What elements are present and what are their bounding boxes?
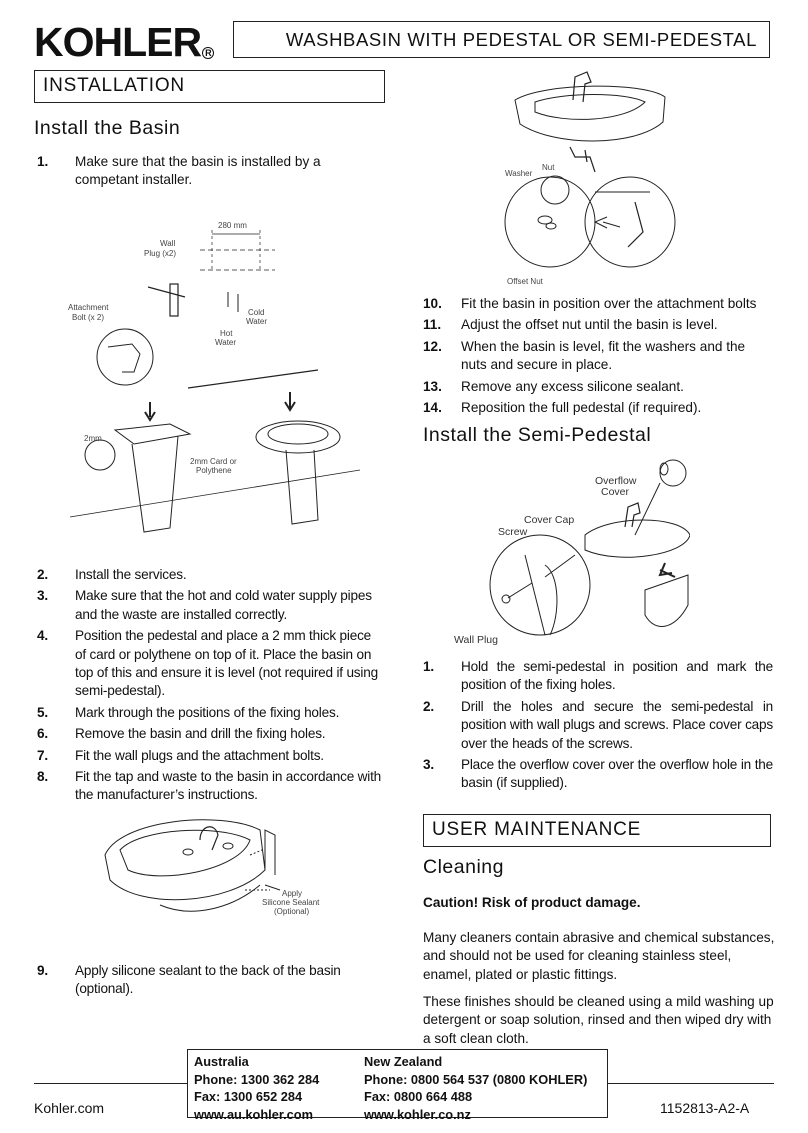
- document-title: WASHBASIN WITH PEDESTAL OR SEMI-PEDESTAL: [233, 21, 770, 58]
- fig1-bolt-2: Bolt (x 2): [72, 313, 105, 322]
- kohler-logo: [34, 20, 214, 75]
- registered-mark: R: [202, 47, 214, 59]
- au-country: Australia: [194, 1054, 249, 1069]
- basin-fixing-illustration: [495, 62, 685, 292]
- nz-country: New Zealand: [364, 1054, 443, 1069]
- step-item: [37, 768, 385, 805]
- au-phone: Phone: 1300 362 284: [194, 1071, 320, 1087]
- step-text: Hold the semi-pedestal in position and mark the position of the fixing holes.: [461, 659, 773, 693]
- step-number: 3.: [423, 757, 434, 773]
- footer-doc-code: 1152813-A2-A: [660, 1100, 750, 1116]
- semi-pedestal-illustration: [450, 455, 690, 650]
- nz-fax: Fax: 0800 664 488: [364, 1089, 473, 1104]
- caution-text: Caution! Risk of product damage.: [423, 895, 641, 910]
- brand-name: KOHLER: [34, 19, 202, 65]
- cleaning-para-1: Many cleaners contain abrasive and chemical substances, and should not be used for cleaning stainless steel, enamel, plated or plastic fittings.: [423, 930, 775, 982]
- fig1-dimension: 280 mm: [218, 221, 247, 230]
- step-item: [37, 747, 385, 765]
- step-number: 14.: [423, 400, 442, 416]
- step-item: [423, 698, 773, 753]
- step-text: Place the overflow cover over the overflow hole in the basin (if supplied).: [461, 757, 773, 791]
- step-text: When the basin is level, fit the washers and the nuts and secure in place.: [461, 338, 746, 373]
- fig4-wall-plug: Wall Plug: [454, 634, 498, 646]
- heading-install-basin: Install the Basin: [34, 117, 181, 139]
- fig1-hot-2: Water: [215, 338, 237, 347]
- step-text: Adjust the offset nut until the basin is level.: [461, 317, 718, 333]
- fig1-cold-2: Water: [246, 317, 268, 326]
- section-user-maintenance: USER MAINTENANCE: [423, 814, 771, 847]
- step-text: Fit the wall plugs and the attachment bolts.: [75, 747, 324, 763]
- fig1-gap: 2mm: [84, 434, 102, 443]
- step-text: Reposition the full pedestal (if required).: [461, 400, 702, 416]
- step-item: [423, 756, 773, 793]
- pedestal-install-illustration: [60, 212, 390, 542]
- nz-phone: Phone: 0800 564 537 (0800 KOHLER): [364, 1071, 588, 1087]
- step-text: Make sure that the hot and cold water supply pipes and the waste are installed correctly.: [75, 588, 372, 622]
- step-item: [37, 962, 397, 999]
- step-item: [37, 153, 385, 190]
- heading-install-semi-pedestal: Install the Semi-Pedestal: [423, 424, 652, 446]
- step-number: 8.: [37, 769, 48, 785]
- fig4-overflow-2: Cover: [601, 486, 630, 498]
- step-number: 4.: [37, 628, 48, 644]
- step-text: Make sure that the basin is installed by a competant installer.: [75, 154, 321, 188]
- contact-box: [187, 1049, 608, 1122]
- step-number: 3.: [37, 588, 48, 604]
- fig1-wall-plug-2: Plug (x2): [144, 249, 177, 258]
- step-number: 2.: [423, 698, 434, 714]
- step-item: [423, 658, 773, 695]
- step-item: [37, 587, 385, 624]
- fig3-offset-nut: Offset Nut: [507, 277, 543, 286]
- fig4-overflow-1: Overflow: [595, 475, 637, 487]
- fig3-washer: Washer: [505, 169, 533, 178]
- steps-b: [37, 566, 385, 808]
- step-text: Fit the tap and waste to the basin in accordance with the manufacturer’s instructions.: [75, 769, 382, 803]
- fig3-nut: Nut: [542, 163, 555, 172]
- silicone-sealant-illustration: [100, 810, 340, 950]
- fig2-apply-2: Silicone Sealant: [262, 898, 320, 907]
- step-number: 6.: [37, 726, 48, 742]
- step-number: 11.: [423, 317, 442, 333]
- cleaning-para-2: These finishes should be cleaned using a mild washing up detergent or soap solution, rinsed and then wiped dry with a soft clean cloth.: [423, 994, 774, 1046]
- section-installation: INSTALLATION: [34, 70, 385, 103]
- steps-d: [423, 295, 773, 420]
- fig4-cover-cap: Cover Cap: [524, 514, 575, 526]
- step-item: [423, 295, 773, 313]
- step-number: 10.: [423, 296, 442, 311]
- heading-cleaning: Cleaning: [423, 856, 504, 878]
- footer-website[interactable]: Kohler.com: [34, 1100, 105, 1116]
- au-web[interactable]: www.au.kohler.com: [194, 1106, 313, 1122]
- step-item: [423, 316, 773, 334]
- step-text: Position the pedestal and place a 2 mm thick piece of card or polythene on top of it. Place the basin on top of this and ensure it is level (not required if using semi-pedestal).: [75, 628, 378, 699]
- step-item: [423, 399, 773, 417]
- fig1-card-2: Polythene: [196, 466, 232, 475]
- step-text: Drill the holes and secure the semi-pedestal in position with wall plugs and screws. Place cover caps over the heads of the screws.: [461, 698, 773, 751]
- step-number: 7.: [37, 747, 48, 763]
- contact-new-zealand: [364, 1053, 587, 1123]
- fig1-wall-plug-1: Wall: [160, 239, 176, 248]
- steps-a: [37, 153, 385, 193]
- step-text: Install the services.: [75, 567, 187, 582]
- fig1-hot-1: Hot: [220, 329, 233, 338]
- steps-c: [37, 962, 397, 1002]
- fig1-cold-1: Cold: [248, 308, 265, 317]
- fig4-screw: Screw: [498, 526, 528, 538]
- step-number: 9.: [37, 963, 48, 978]
- step-number: 5.: [37, 704, 48, 720]
- step-text: Mark through the positions of the fixing holes.: [75, 704, 340, 720]
- step-item: [37, 704, 385, 722]
- au-fax: Fax: 1300 652 284: [194, 1089, 303, 1104]
- step-item: [423, 378, 773, 396]
- fig2-apply-3: (Optional): [274, 907, 310, 916]
- steps-e: [423, 658, 773, 796]
- step-text: Remove the basin and drill the fixing holes.: [75, 726, 326, 742]
- step-number: 1.: [37, 154, 49, 169]
- step-text: Fit the basin in position over the attachment bolts: [461, 296, 757, 311]
- contact-australia: [194, 1053, 319, 1123]
- nz-web[interactable]: www.kohler.co.nz: [364, 1106, 471, 1122]
- step-item: [37, 566, 385, 584]
- step-text: Apply silicone sealant to the back of the basin (optional).: [75, 963, 341, 997]
- step-number: 12.: [423, 338, 442, 354]
- step-number: 2.: [37, 567, 48, 582]
- step-item: [37, 627, 385, 701]
- step-item: [37, 725, 385, 743]
- step-text: Remove any excess silicone sealant.: [461, 378, 684, 394]
- fig1-bolt-1: Attachment: [68, 303, 109, 312]
- step-number: 13.: [423, 378, 442, 394]
- fig2-apply-1: Apply: [282, 889, 303, 898]
- step-number: 1.: [423, 659, 434, 674]
- step-item: [423, 338, 773, 375]
- fig1-card-1: 2mm Card or: [190, 457, 237, 466]
